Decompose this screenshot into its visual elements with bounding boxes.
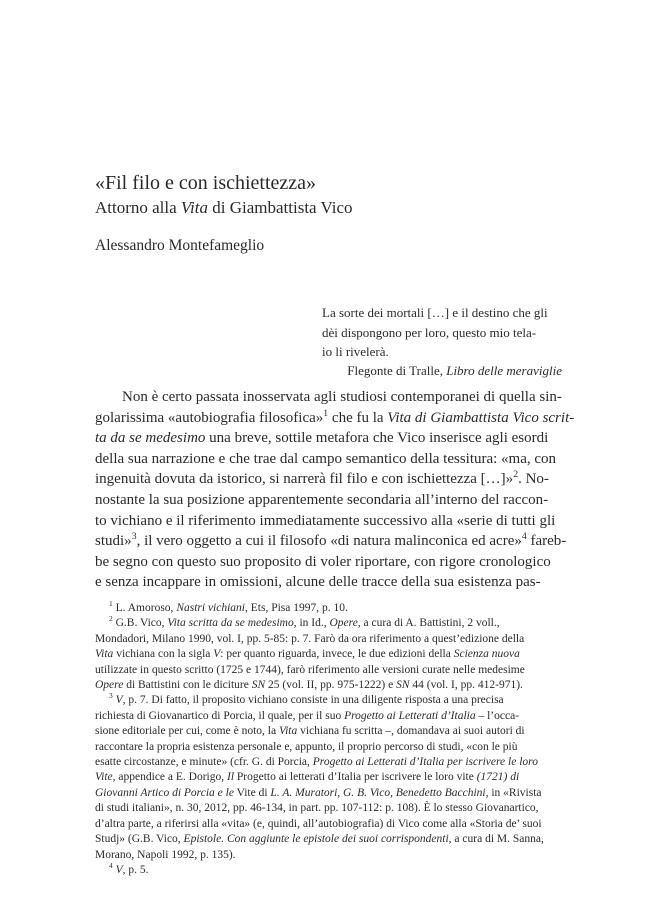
footnote-text: – l’occa-: [475, 709, 520, 722]
body-line: della sua narrazione e che trae dal campo semantico della tessitura: «ma, con: [95, 450, 557, 467]
footnote-line: Morano, Napoli 1992, p. 135).: [95, 848, 236, 861]
body-text-run: . No-: [518, 471, 549, 488]
footnote-text: , Ets, Pisa 1997, p. 10.: [245, 602, 348, 614]
footnote-italic: Vita: [278, 725, 298, 738]
footnote-text: 44 (vol. I, pp. 412-971).: [409, 679, 523, 692]
footnote-text: vichiana fu scritta –, domandava ai suoi autori di: [297, 725, 525, 738]
footnote-number: 4: [109, 861, 113, 871]
footnote-1: [95, 601, 565, 616]
footnote-line: d’altra parte, a riferirsi alla «vita» (e, quindi, all’autobiografia) di Vico come alla «Storia de’ suoi: [95, 817, 542, 830]
footnote-text: Vite di: [233, 786, 271, 799]
footnote-italic: Progetto ai Letterati d’Italia: [344, 709, 476, 722]
footnote-italic: Progetto ai Letterati d’Italia per iscrivere le loro: [312, 756, 538, 769]
footnote-italic: Epistole. Con aggiunte le epistole dei suoi corrispondenti: [183, 833, 449, 846]
footnote-text: , in «Rivista: [485, 786, 542, 799]
body-line: [95, 428, 565, 449]
footnote-ref[interactable]: 1: [323, 407, 329, 419]
body-line: to vichiano e il riferimento immediatamente successivo alla «serie di tutti gli: [95, 512, 556, 529]
footnote-italic: V: [112, 694, 123, 707]
footnote-italic: (1721) di: [476, 771, 520, 784]
footnote-line: [95, 647, 565, 662]
article-title: «Fil filo e con ischiettezza»: [95, 172, 317, 194]
footnote-line: utilizzate in questo scritto (1725 e 1744), farò riferimento alle versioni curate nelle medesime: [95, 663, 525, 676]
footnote-text: L. Amoroso,: [112, 602, 177, 614]
body-text-run: studi»: [95, 533, 132, 550]
epigraph-line: La sorte dei mortali […] e il destino che gli: [322, 305, 548, 320]
footnote-ref[interactable]: 4: [521, 531, 527, 543]
epigraph-source-author: Flegonte di Tralle,: [347, 363, 447, 378]
body-text-run: fareb-: [526, 533, 567, 550]
footnote-italic: Il: [227, 771, 235, 784]
footnote-text: , a cura di M. Sanna,: [448, 833, 544, 846]
body-line: e senza incappare in omissioni, alcune delle tracce della sua esistenza pas-: [95, 574, 541, 591]
body-italic: Vita di Giambattista Vico scrit-: [387, 409, 575, 426]
body-line: [95, 469, 565, 490]
epigraph-source-work: Libro delle meraviglie: [446, 363, 562, 378]
footnote-italic: Opere: [329, 617, 358, 630]
body-line: [95, 531, 565, 552]
body-line: be segno con questo suo proposito di voler riportare, con rigore cronologico: [95, 553, 551, 570]
footnote-italic: L. A. Muratori, G. B. Vico, Benedetto Bacchini: [270, 786, 486, 799]
footnote-italic: Vita scritta da se medesimo: [167, 617, 294, 630]
footnote-text: richiesta di Giovanartico di Porcia, il quale, per il suo: [95, 709, 345, 722]
footnote-text: vichiana con la sigla: [113, 648, 214, 661]
author-name: Alessandro Montefameglio: [95, 237, 265, 254]
footnote-text: sione editoriale per cui, come è noto, la: [95, 725, 279, 738]
body-text-run: golarissima «autobiografia filosofica»: [95, 409, 324, 426]
footnote-ref[interactable]: 3: [131, 531, 137, 543]
body-italic: ta da se medesimo: [95, 430, 206, 447]
footnote-italic: V: [213, 648, 221, 661]
subtitle-suffix: di Giambattista Vico: [208, 198, 353, 217]
footnote-line: [95, 770, 565, 785]
footnote-italic: SN: [396, 679, 410, 692]
footnote-line: [95, 678, 565, 693]
footnote-text: 25 (vol. II, pp. 975-1222) e: [265, 679, 397, 692]
footnote-italic: SN: [251, 679, 266, 692]
subtitle-prefix: Attorno alla: [95, 198, 181, 217]
epigraph-line: dèi dispongono per loro, questo mio tela-: [322, 324, 537, 340]
footnote-line: [95, 724, 565, 739]
footnote-2: [95, 616, 565, 631]
footnote-italic: V: [112, 863, 123, 876]
body-text-run: una breve, sottile metafora che Vico inserisce agli esordi: [205, 430, 549, 447]
body-line: nostante la sua posizione apparentemente secondaria all’interno del raccon-: [95, 491, 549, 508]
footnote-italic: Opere: [95, 679, 124, 692]
footnote-ref[interactable]: 2: [513, 469, 519, 481]
epigraph-text: [322, 303, 562, 362]
footnote-text: , p. 5.: [122, 863, 149, 876]
footnote-line: [95, 709, 565, 724]
footnotes: [95, 601, 565, 878]
footnote-text: esatte circostanze, e minute» (cfr. G. di Porcia,: [95, 756, 313, 769]
footnote-italic: Scienza nuova: [453, 648, 520, 661]
epigraph-line: io li rivelerà.: [322, 344, 389, 359]
footnote-text: di Battistini con le diciture: [123, 679, 252, 692]
footnote-line: raccontare la propria esistenza personale e, appunto, il proprio percorso di studi, «con le più: [95, 740, 518, 753]
footnote-italic: Giovanni Artico di Porcia e le: [95, 786, 234, 799]
body-text-run: , il vero oggetto a cui il filosofo «di natura malinconica ed acre»: [136, 533, 522, 550]
footnote-text: : per quanto riguarda, invece, le due edizioni della: [220, 648, 454, 661]
footnote-text: , in Id.,: [293, 617, 330, 630]
footnote-3: [95, 693, 565, 708]
footnote-text: G.B. Vico,: [112, 617, 168, 630]
body-line: Non è certo passata inosservata agli studiosi contemporanei di quella sin-: [122, 389, 562, 405]
footnote-line: di studi italiani», n. 30, 2012, pp. 46-134, in part. pp. 107-112: p. 108). È lo stesso Giovanartico,: [95, 802, 539, 815]
footnote-4: [95, 863, 565, 878]
footnote-number: 3: [109, 691, 113, 701]
footnote-italic: Vite: [95, 771, 113, 784]
footnote-number: 1: [109, 599, 113, 609]
footnote-text: Progetto ai letterati d’Italia per iscrivere le loro vite: [234, 771, 477, 784]
footnote-text: , appendice a E. Dorigo,: [112, 771, 227, 784]
body-line: [95, 407, 575, 429]
body-text-run: ingenuità dovuta da istorico, si narrerà fil filo e con ischiettezza […]»: [95, 471, 514, 488]
subtitle-italic: Vita: [180, 198, 208, 217]
footnote-text: , a cura di A. Battistini, 2 voll.,: [357, 617, 500, 630]
body-paragraph: [95, 387, 575, 593]
article-subtitle: [95, 197, 353, 219]
epigraph-source: [347, 362, 562, 380]
footnote-line: [95, 832, 565, 847]
footnote-italic: Nastri vichiani: [176, 602, 245, 614]
footnote-text: , p. 7. Di fatto, il proposito vichiano consiste in una diligente risposta a una precisa: [122, 694, 504, 707]
footnote-text: Studj» (G.B. Vico,: [95, 833, 184, 846]
footnote-line: [95, 755, 565, 770]
footnote-italic: Vita: [95, 648, 114, 661]
body-text-run: che fu la: [328, 409, 388, 426]
footnote-line: [95, 786, 565, 801]
footnote-number: 2: [109, 614, 113, 624]
footnote-line: Mondadori, Milano 1990, vol. I, pp. 5-85: p. 7. Farò da ora riferimento a quest’edizione della: [95, 632, 525, 645]
